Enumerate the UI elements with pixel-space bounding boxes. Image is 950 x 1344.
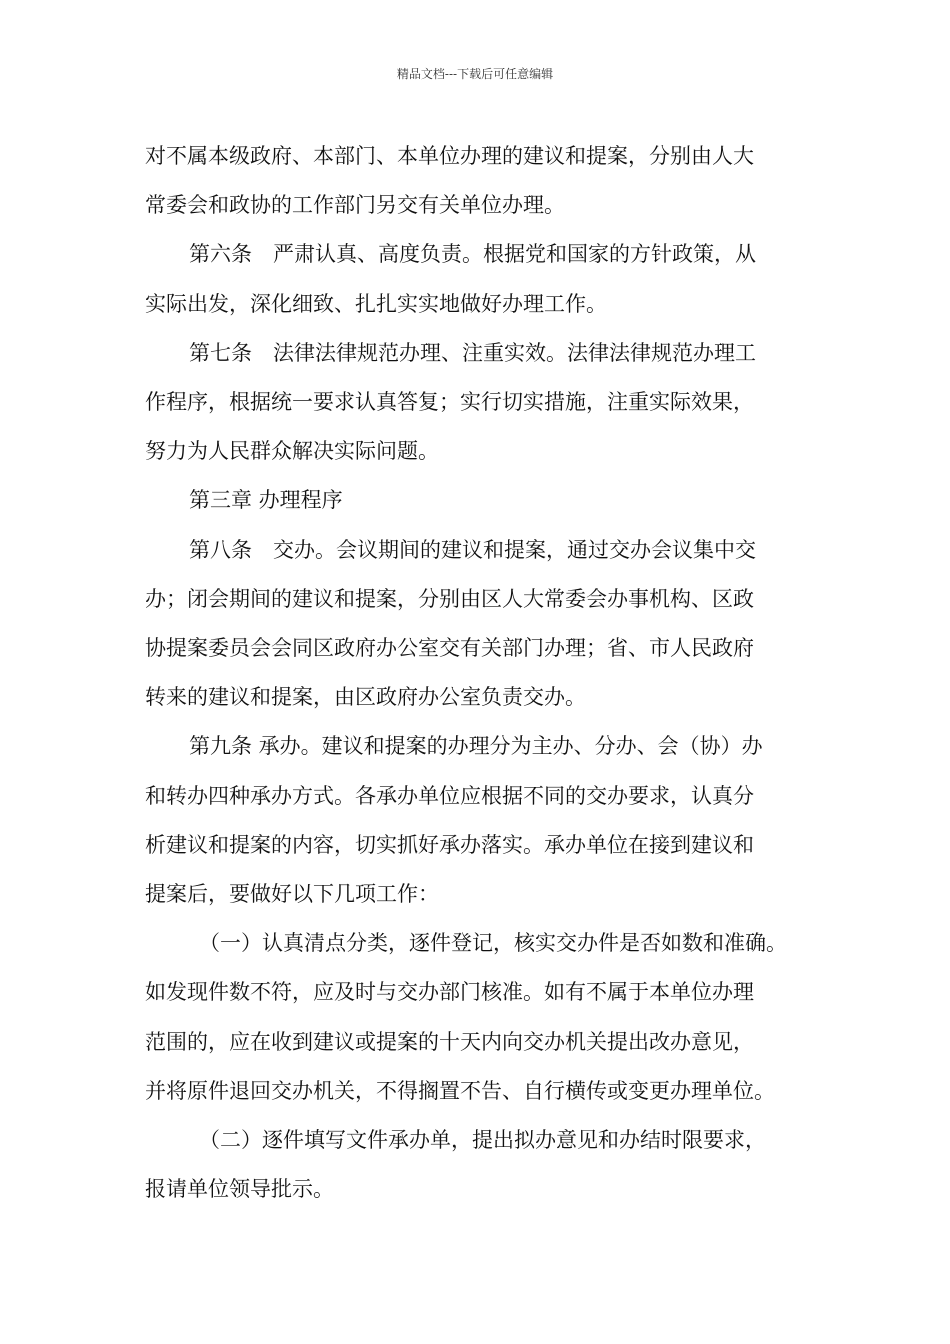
text-line: 提案后，要做好以下几项工作： xyxy=(145,882,439,907)
paragraph-article-6 xyxy=(145,230,825,328)
text-line: 报请单位领导批示。 xyxy=(145,1177,334,1202)
text-line: 对不属本级政府、本部门、本单位办理的建议和提案，分别由人大 xyxy=(145,144,754,168)
text-line: 和转办四种承办方式。各承办单位应根据不同的交办要求，认真分 xyxy=(145,783,754,808)
document-body xyxy=(145,132,825,1214)
text-line: （二）逐件填写文件承办单，提出拟办意见和办结时限要求， xyxy=(199,1128,766,1153)
text-line: 如发现件数不符，应及时与交办部门核准。如有不属于本单位办理 xyxy=(145,980,754,1005)
text-line: 第九条 承办。建议和提案的办理分为主办、分办、会（协）办 xyxy=(189,734,763,759)
text-line: 努力为人民群众解决实际问题。 xyxy=(145,439,439,464)
text-line: 作程序，根据统一要求认真答复；实行切实措施，注重实际效果， xyxy=(145,390,754,415)
text-line: 第三章 办理程序 xyxy=(189,488,343,513)
text-line: 转来的建议和提案，由区政府办公室负责交办。 xyxy=(145,685,586,710)
text-line: 常委会和政协的工作部门另交有关单位办理。 xyxy=(145,193,565,218)
paragraph-article-8 xyxy=(145,526,825,723)
paragraph-continuation xyxy=(145,132,825,230)
text-line: 并将原件退回交办机关，不得搁置不告、自行横传或变更办理单位。 xyxy=(145,1078,775,1103)
text-line: 析建议和提案的内容，切实抓好承办落实。承办单位在接到建议和 xyxy=(145,832,754,857)
text-line: 实际出发，深化细致、扎扎实实地做好办理工作。 xyxy=(145,291,607,316)
text-line: 范围的，应在收到建议或提案的十天内向交办机关提出改办意见， xyxy=(145,1029,754,1054)
paragraph-article-9 xyxy=(145,722,825,919)
text-line: 第八条 交办。会议期间的建议和提案，通过交办会议集中交 xyxy=(189,537,756,562)
paragraph-item-1 xyxy=(145,919,825,1116)
page-header: 精品文档---下载后可任意编辑 xyxy=(396,67,554,81)
paragraph-article-7 xyxy=(145,329,825,477)
text-line: 协提案委员会会同区政府办公室交有关部门办理；省、市人民政府 xyxy=(145,636,754,661)
text-line: 第六条 严肃认真、高度负责。根据党和国家的方针政策，从 xyxy=(189,242,756,267)
text-line: 办；闭会期间的建议和提案，分别由区人大常委会办事机构、区政 xyxy=(145,586,754,611)
text-line: 第七条 法律法律规范办理、注重实效。法律法律规范办理工 xyxy=(189,340,756,365)
text-line: （一）认真清点分类，逐件登记，核实交办件是否如数和准确。 xyxy=(199,931,787,956)
chapter-heading xyxy=(145,476,825,525)
paragraph-item-2 xyxy=(145,1116,825,1214)
